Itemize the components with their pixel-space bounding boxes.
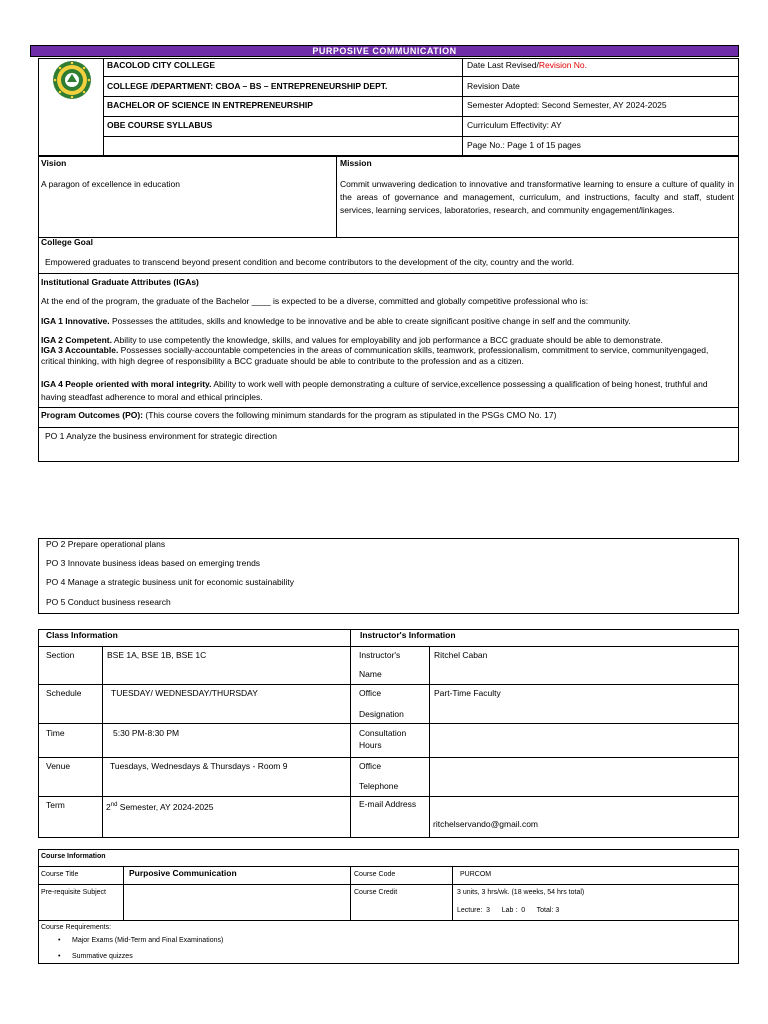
course-title-label: Course Title xyxy=(41,871,79,878)
college-seal-logo xyxy=(52,60,92,100)
term-num: 2 xyxy=(106,801,111,812)
po-item: PO 4 Manage a strategic business unit for economic sustainability xyxy=(46,577,295,587)
designation-value: Part-Time Faculty xyxy=(434,688,501,698)
iga-4 xyxy=(41,378,731,404)
consultation-label-2: Hours xyxy=(359,740,382,750)
page-number: Page No.: Page 1 of 15 pages xyxy=(467,140,581,150)
iga-1-text: Possesses the attitudes, skills and knowledge to be innovative and be able to create significant positive change in self and the community. xyxy=(109,316,631,326)
designation-label: Designation xyxy=(359,709,404,719)
term-rest: Semester, AY 2024-2025 xyxy=(117,801,214,812)
office-label: Office xyxy=(359,688,382,698)
consultation-label: Consultation xyxy=(359,728,407,738)
instructor-name-label: Instructor's xyxy=(359,650,401,660)
college-goal-text: Empowered graduates to transcend beyond present condition and become contributors to the development of the city, country and the world. xyxy=(45,257,575,267)
syllabus-type: OBE COURSE SYLLABUS xyxy=(107,120,213,130)
email-value: ritchelservando@gmail.com xyxy=(433,819,539,829)
vision-label: Vision xyxy=(41,158,67,168)
iga-1-title: IGA 1 Innovative. xyxy=(41,316,110,326)
po-item: PO 1 Analyze the business environment for strategic direction xyxy=(45,431,277,441)
date-last-revised-label: Date Last Revised/ xyxy=(467,60,539,70)
vision-text: A paragon of excellence in education xyxy=(41,179,180,189)
section-value: BSE 1A, BSE 1B, BSE 1C xyxy=(107,650,207,660)
iga-3-text: Possesses socially-accountable competencies in the areas of communication skills, teamwork, professionalism, commitment to service, communityengaged, critical thinking, with high degree of responsibility a BCC graduate should be able to contribute to the profession and as a citizen. xyxy=(41,345,709,366)
revision-no: Revision No. xyxy=(538,60,588,70)
schedule-label: Schedule xyxy=(46,688,82,698)
course-credit-label: Course Credit xyxy=(354,889,398,896)
program-name: BACHELOR OF SCIENCE IN ENTREPRENEURSHIP xyxy=(107,100,313,110)
page-title: PURPOSIVE COMMUNICATION xyxy=(30,45,739,57)
class-info-label: Class Information xyxy=(46,630,118,640)
course-title-value: Purposive Communication xyxy=(129,868,237,878)
section-label: Section xyxy=(46,650,75,660)
term-value xyxy=(106,800,214,813)
term-sup: nd xyxy=(110,802,118,808)
program-outcomes-note: (This course covers the following minimum standards for the program as stipulated in the PSGs CMO No. 17) xyxy=(143,410,557,420)
course-info-label: Course Information xyxy=(41,853,106,860)
credit-breakdown: Lecture: 3 Lab : 0 Total: 3 xyxy=(457,907,560,914)
iga-2-title: IGA 2 Competent. xyxy=(41,335,112,345)
curriculum-effectivity: Curriculum Effectivity: AY xyxy=(467,120,562,130)
instructor-name: Ritchel Caban xyxy=(434,650,488,660)
iga-1 xyxy=(41,316,631,327)
iga-3 xyxy=(41,345,721,367)
venue-value: Tuesdays, Wednesdays & Thursdays - Room 9 xyxy=(110,761,288,771)
department-name: COLLEGE /DEPARTMENT: CBOA – BS – ENTREPRENEURSHIP DEPT. xyxy=(107,81,388,91)
instructor-info-label: Instructor's Information xyxy=(360,630,456,640)
requirement-bullet: • xyxy=(58,937,61,944)
requirement-item: Major Exams (Mid-Term and Final Examinations) xyxy=(72,937,224,944)
venue-label: Venue xyxy=(46,761,71,771)
term-label: Term xyxy=(46,800,65,810)
po-item: PO 5 Conduct business research xyxy=(46,597,171,607)
program-outcomes-label: Program Outcomes (PO): xyxy=(41,410,144,420)
revision-date: Revision Date xyxy=(467,81,520,91)
iga-4-text: Ability to work well with people demonstrating a culture of service,excellence possessing a qualification of being honest, truthful and having steadfast adherence to moral and ethical principles. xyxy=(41,379,708,402)
course-requirements-label: Course Requirements: xyxy=(41,924,112,931)
time-value: 5:30 PM-8:30 PM xyxy=(113,728,180,738)
schedule-value: TUESDAY/ WEDNESDAY/THURSDAY xyxy=(111,688,258,698)
semester-adopted: Semester Adopted: Second Semester, AY 2024-2025 xyxy=(467,100,667,110)
po-item: PO 2 Prepare operational plans xyxy=(46,539,166,549)
course-credit-value: 3 units, 3 hrs/wk. (18 weeks, 54 hrs total) xyxy=(457,889,585,896)
po-item: PO 3 Innovate business ideas based on emerging trends xyxy=(46,558,261,568)
prerequisite-label: Pre-requisite Subject xyxy=(41,889,106,896)
requirement-item: Summative quizzes xyxy=(72,953,133,960)
date-last-revised xyxy=(467,60,587,71)
iga-4-title: IGA 4 People oriented with moral integrity. xyxy=(41,379,212,389)
time-label: Time xyxy=(46,728,65,738)
instructor-name-label-2: Name xyxy=(359,669,382,679)
requirement-bullet: • xyxy=(58,953,61,960)
college-name: BACOLOD CITY COLLEGE xyxy=(107,60,215,70)
office-telephone-label: Office xyxy=(359,761,382,771)
program-outcomes-header xyxy=(41,410,556,421)
course-code-label: Course Code xyxy=(354,871,396,878)
iga-3-title: IGA 3 Accountable. xyxy=(41,345,119,355)
course-code-value: PURCOM xyxy=(460,871,492,878)
iga-intro: At the end of the program, the graduate of the Bachelor ____ is expected to be a diverse, committed and globally competitive professional who is: xyxy=(41,296,589,306)
telephone-label: Telephone xyxy=(359,781,399,791)
iga-label: Institutional Graduate Attributes (IGAs) xyxy=(41,277,199,287)
mission-label: Mission xyxy=(340,158,372,168)
college-goal-label: College Goal xyxy=(41,237,93,247)
iga-2-text: Ability to use competently the knowledge, skills, and values for employability and job performance a BCC graduate should be able to demonstrate. xyxy=(112,335,663,345)
mission-text: Commit unwavering dedication to innovative and transformative learning to ensure a culture of quality in the areas of governance and management, curriculum, and instructions, faculty and staff, student services, learning services, laboratories, research, and community engagement/linkages. xyxy=(340,179,734,215)
email-label: E-mail Address xyxy=(359,799,417,809)
